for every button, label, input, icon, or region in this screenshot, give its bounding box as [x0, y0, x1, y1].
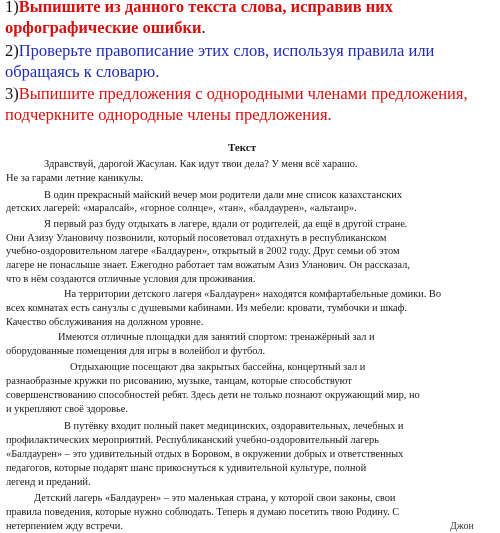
task-2-line-1 — [5, 41, 497, 61]
text-line: педагогов, которые подарят шанс прикоснуться к удивительной культуре, полной — [6, 463, 367, 474]
document-title: Текст — [228, 142, 257, 154]
text-line: разнаобразные кружки по рисованию, музыке, танцам, которые способствуют — [6, 376, 352, 387]
text-line: оборудованные помещения для игры в волейбол и футбол. — [6, 346, 266, 357]
text-line: В путёвку входит полный пакет медицинских, оздоравительных, лечебных и — [64, 421, 404, 432]
text-line: правила поведения, которые нужно соблюдать. Теперь я думаю посетить твою Родину. С — [6, 507, 400, 518]
text-line: что в нём создаются отличные условия для проживания. — [6, 274, 256, 285]
task-1-text: Выпишите из данного текста слова, исправив них — [18, 0, 394, 16]
text-line: Отдыхающие посещают два закрытых бассейна, концертный зал и — [70, 362, 366, 373]
task-2-text: Проверьте правописание этих слов, используя правила или — [18, 41, 435, 60]
text-line: На территории детского лагеря «Балдаурен» находятся комфартабельные домики. Во — [64, 289, 442, 300]
text-line: Я первый раз буду отдыхать в лагере, вдали от родителей, да ещё в другой стране. — [44, 219, 408, 230]
text-line: Здравствуй, дарогой Жасулан. Как идут твои дела? У меня всё харашо. — [44, 159, 358, 170]
text-line: всех комнатах есть санузлы с душевыми кабинами. Из мебели: кровати, тумбочки и шкаф. — [6, 303, 407, 314]
task-1-text-cont: орфографические ошибки — [5, 18, 202, 37]
task-3-line-1 — [5, 84, 497, 104]
text-line: детских лагерей: «маралсай», «горное солнце», «тан», «балдаурен», «альтаир». — [6, 203, 357, 214]
text-line: Качество обслуживания на должном уровне. — [6, 317, 204, 328]
task-2-line-2 — [5, 62, 497, 82]
text-line: нетерпением жду встречи. — [6, 521, 123, 532]
text-line: «Балдаурен» – это удивительный отдых в Боровом, в окружении добрых и ответственных — [6, 449, 404, 460]
text-line: лагере не понаслыше знает. Ежегодно работает там вожатым Азиз Уланович. Он рассказал, — [6, 260, 410, 271]
task-3-text-cont: подчеркните однородные члены предложения. — [5, 105, 332, 124]
cut-off-text: Джон — [450, 521, 474, 532]
task-1-period: . — [201, 18, 206, 37]
text-line: учебно-оздоровительном лагере «Балдаурен», открытый в 2002 году. Друг семьи об этом — [6, 246, 400, 257]
text-line: совершенствованию способностей ребят. Здесь дети не только познают окружающий мир, но — [6, 390, 420, 401]
text-line: и укрепляют своё здоровье. — [6, 404, 128, 415]
text-line: легенд и преданий. — [6, 477, 91, 488]
text-line: Они Азизу Улановичу позвонили, который посоветовал отдахнуть в республиканском — [6, 233, 387, 244]
text-line: В один прекрасный майский вечер мои родители дали мне список казахстанских — [44, 190, 403, 201]
text-line: Детский лагерь «Балдаурен» – это маленькая страна, у которой свои законы, свои — [34, 493, 396, 504]
task-3-line-2 — [5, 105, 497, 125]
text-line: Имеются отличные площадки для занятий спортом: тренажёрный зал и — [58, 332, 375, 343]
text-line: Не за гарами летние каникулы. — [6, 173, 144, 184]
task-number: 2) — [5, 41, 19, 60]
task-number: 1) — [5, 0, 19, 16]
task-number: 3) — [5, 84, 19, 103]
task-3-text: Выпишите предложения с однородными членами предложения, — [18, 84, 468, 103]
task-2-text-cont: обращаясь к словарю. — [5, 62, 160, 81]
text-line: профилактических мероприятий. Республиканский учебно-оздоровительный лагерь — [6, 435, 379, 446]
task-1-line-2 — [5, 18, 497, 38]
task-1-line-1 — [5, 0, 497, 17]
